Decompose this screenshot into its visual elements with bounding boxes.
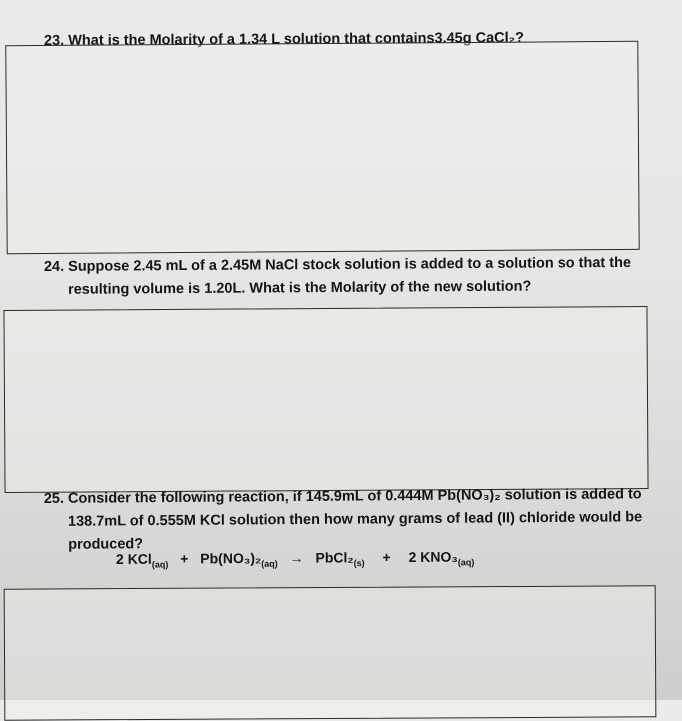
answer-box-23[interactable] [5, 41, 639, 254]
answer-box-24[interactable] [3, 306, 648, 493]
question-25-line3: produced? [68, 536, 144, 553]
answer-box-25[interactable] [4, 585, 657, 720]
product-potassium-nitrate: 2 $KNO_3_{(aq)}$ [408, 548, 475, 568]
reactant-kcl: 2 KCl$_{(aq)}$ [115, 550, 169, 570]
reaction-arrow: → [289, 549, 304, 566]
question-25-line2: 138.7mL of 0.555M KCl solution then how many grams of lead (II) chloride would be [67, 509, 643, 530]
plus-sign-2: + [382, 549, 391, 566]
question-23-text: What is the Molarity of a 1.34 L solution that contains3.45g CaCl₂? [68, 30, 524, 49]
plus-sign-1: + [180, 550, 189, 567]
question-23-number: 23. [43, 32, 65, 49]
question-24-line2: resulting volume is 1.20L. What is the Molarity of the new solution? [68, 278, 532, 298]
question-25-number: 25. [43, 490, 65, 508]
chemical-equation [116, 548, 474, 569]
question-25 [44, 483, 643, 557]
question-24 [44, 252, 631, 302]
product-lead-chloride: $PbCl_2_{(s)}$ [315, 549, 365, 569]
question-24-line1: Suppose 2.45 mL of a 2.45M NaCl stock solution is added to a solution so that the [68, 254, 632, 275]
reactant-lead-nitrate: $Pb(NO_3)_2_{(aq)}$ [200, 549, 278, 569]
question-25-line1: Consider the following reaction, if 145.9mL of 0.444M Pb(NO₃)₂ solution is added to [67, 486, 642, 507]
question-24-number: 24. [43, 258, 65, 276]
